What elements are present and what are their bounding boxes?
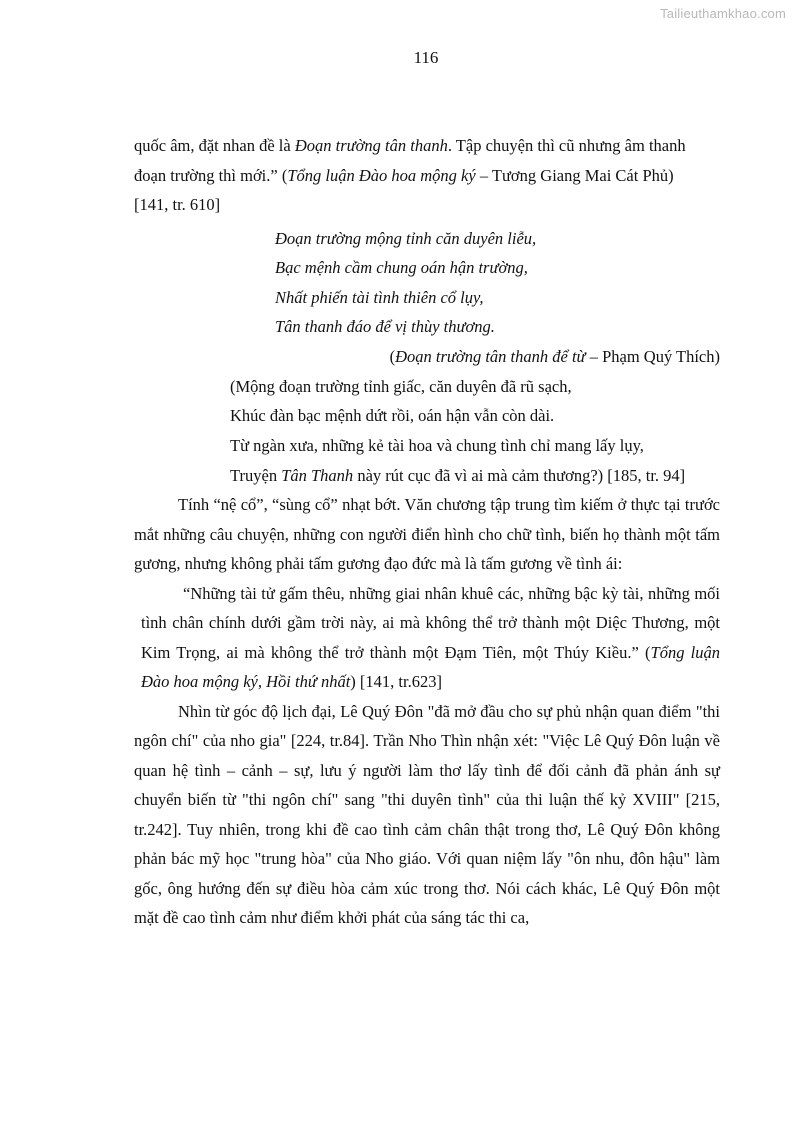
poem-attribution: (Đoạn trường tân thanh để từ – Phạm Quý Thích) xyxy=(389,346,720,366)
italic-title: Tổng luận Đào hoa mộng ký xyxy=(287,165,476,185)
poem-block xyxy=(134,224,720,372)
paragraph: Tính “nệ cổ”, “sùng cổ” nhạt bớt. Văn chương tập trung tìm kiếm ở thực tại trước mắt những câu chuyện, những con người điển hình cho chữ tình, biến họ thành một tấm gương, nhưng không phải tấm gương đạo đức mà là tấm gương về tình ái: xyxy=(134,495,720,574)
paragraph: Nhìn từ góc độ lịch đại, Lê Quý Đôn "đã mở đầu cho sự phủ nhận quan điểm "thi ngôn chí" của nho gia" [224, tr.84]. Trần Nho Thìn nhận xét: "Việc Lê Quý Đôn luận về quan hệ tình – cảnh – sự, lưu ý người làm thơ lấy tình để đối cảnh đã phản ánh sự chuyển biến từ "thi ngôn chí" sang "thi duyên tình" của thi luận thế kỷ XVIII" [215, tr.242]. Tuy nhiên, trong khi đề cao tình cảm chân thật trong thơ, Lê Quý Đôn không phản bác mỹ học "trung hòa" của Nho giáo. Với quan niệm lấy "ôn nhu, đôn hậu" làm gốc, ông hướng đến sự điều hòa cảm xúc trong thơ. Nói cách khác, Lê Quý Đôn một mặt đề cao tình cảm như điểm khởi phát của sáng tác thi ca, xyxy=(134,701,720,928)
poem-line: Đoạn trường mộng tỉnh căn duyên liễu, xyxy=(275,228,537,248)
poem-line: Nhất phiến tài tình thiên cổ lụy, xyxy=(275,287,484,307)
translation-line: (Mộng đoạn trường tỉnh giấc, căn duyên đã rũ sạch, xyxy=(230,376,572,396)
translation-line: Từ ngàn xưa, những kẻ tài hoa và chung tình chỉ mang lấy lụy, xyxy=(230,436,644,456)
italic-title: Đoạn trường tân thanh xyxy=(294,136,448,155)
paragraph-continued: quốc âm, đặt nhan đề là Đoạn trường tân thanh. Tập chuyện thì cũ nhưng âm thanh đoạn trường thì mới.” (Tổng luận Đào hoa mộng ký – Tương Giang Mai Cát Phủ) [141, tr. 610] xyxy=(134,136,686,214)
watermark: Tailieuthamkhao.com xyxy=(660,6,786,21)
poem-line: Bạc mệnh cầm chung oán hận trường, xyxy=(275,258,528,278)
translation-line: Truyện Tân Thanh này rút cục đã vì ai mà cảm thương?) [185, tr. 94] xyxy=(230,465,686,485)
block-quote: “Những tài tử gấm thêu, những giai nhân khuê các, những bậc kỳ tài, những mối tình chân chính dưới gầm trời này, ai mà không thể trở thành một Diệc Thương, một Kim Trọng, ai mà không thể trở thành một Đạm Tiên, một Thúy Kiều.” (Tổng luận Đào hoa mộng ký, Hồi thứ nhất) [141, tr.623] xyxy=(141,583,721,692)
poem-line: Tân thanh đáo để vị thùy thương. xyxy=(275,317,495,337)
translation-line: Khúc đàn bạc mệnh dứt rồi, oán hận vẫn còn dài. xyxy=(230,406,555,426)
translation-block xyxy=(134,372,720,490)
page-body xyxy=(134,131,720,933)
page-number: 116 xyxy=(413,48,439,67)
